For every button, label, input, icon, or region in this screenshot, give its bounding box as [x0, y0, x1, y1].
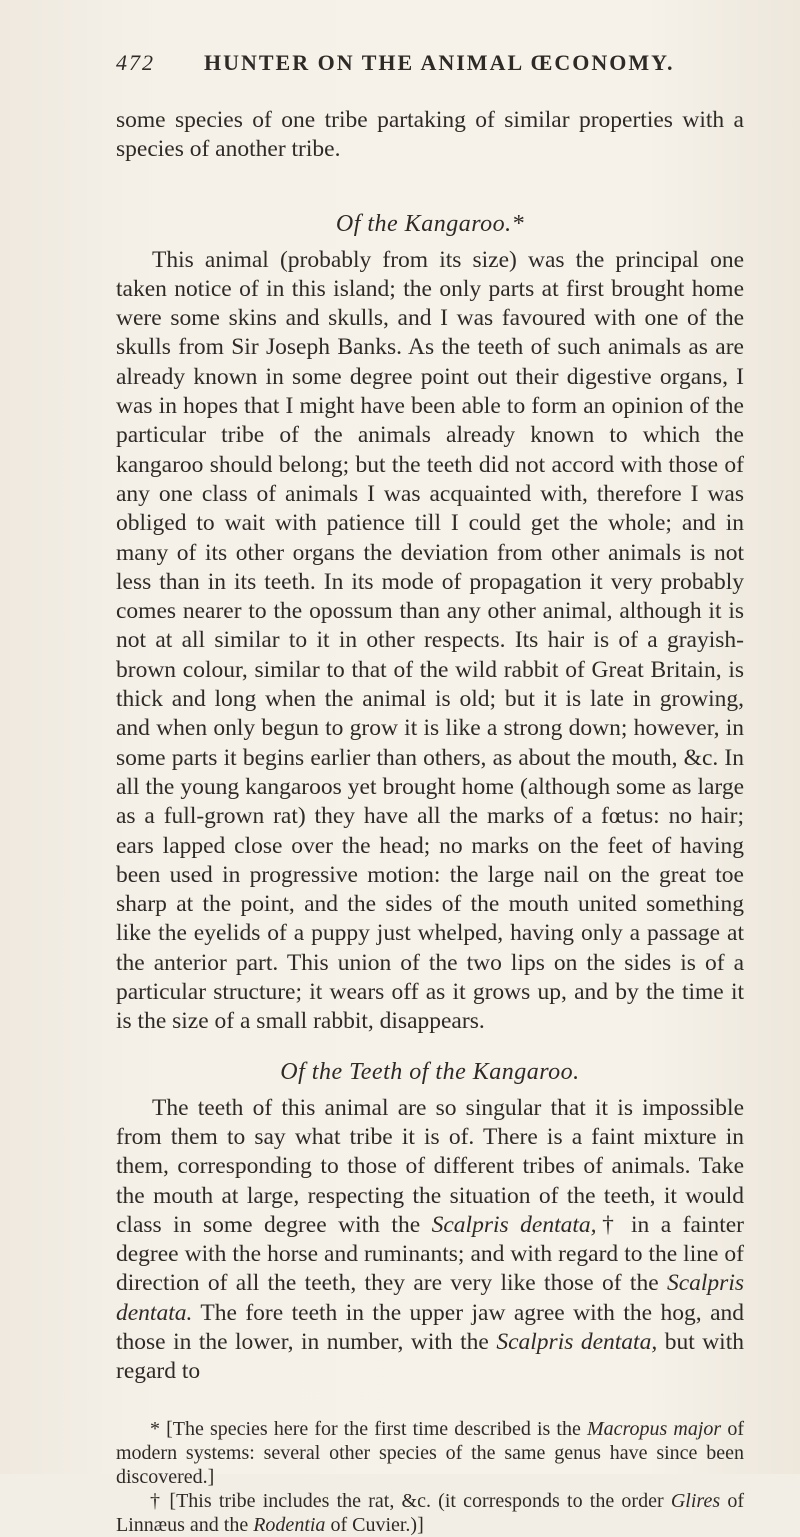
- footnote-1: [116, 1417, 744, 1489]
- footnotes: [116, 1417, 744, 1537]
- page-number: 472: [116, 50, 155, 75]
- footnote-1-text-a: * [The species here for the first time described is the: [150, 1417, 587, 1440]
- running-title: HUNTER ON THE ANIMAL ŒCONOMY.: [204, 50, 675, 75]
- teeth-text-d: but with regard to: [116, 1328, 744, 1385]
- footnote-2-text-b: of Linnæus and the: [116, 1489, 744, 1536]
- teeth-text-a: The teeth of this animal are so singular that it is impossible from them to say what tribe it is of. There is a faint mixture in them, corresponding to those of different tribes of animals. Take the mouth at large, respecting the situation of the teeth, it would class in some degree with the: [116, 1094, 744, 1238]
- teeth-paragraph: [116, 1094, 744, 1387]
- footnote-2-text-a: † [This tribe includes the rat, &c. (it corresponds to the order: [150, 1489, 671, 1512]
- section-heading-teeth: Of the Teeth of the Kangaroo.: [280, 1058, 580, 1085]
- teeth-italic-1: Scalpris dentata,: [431, 1211, 597, 1238]
- footnote-2: [116, 1489, 744, 1537]
- teeth-italic-2: Scalpris dentata.: [116, 1270, 744, 1326]
- footnote-2-italic-1: Glires: [670, 1489, 721, 1512]
- teeth-text-c: The fore teeth in the upper jaw agree with the hog, and those in the lower, in number, with the: [116, 1299, 744, 1355]
- footnote-1-italic: Macropus major: [586, 1417, 722, 1440]
- teeth-italic-3: Scalpris dentata,: [496, 1328, 658, 1355]
- footnote-2-text-c: of Cuvier.)]: [325, 1513, 424, 1536]
- section-heading-kangaroo: Of the Kangaroo.*: [335, 210, 525, 237]
- running-head: [116, 44, 744, 84]
- kangaroo-paragraph: This animal (probably from its size) was the principal one taken notice of in this island; the only parts at first brought home were some skins and skulls, and I was favoured with one of the skulls from Sir Joseph Banks. As the teeth of such animals as are already known in some degree point out their digestive organs, I was in hopes that I might have been able to form an opinion of the particular tribe of the animals already known to which the kangaroo should belong; but the teeth did not accord with those of any one class of animals I was acquainted with, therefore I was obliged to wait with patience till I could get the whole; and in many of its other organs the deviation from other animals is not less than in its teeth. In its mode of propagation it very probably comes nearer to the opossum than any other animal, although it is not at all similar to it in other respects. Its hair is of a grayish-brown colour, similar to that of the wild rabbit of Great Britain, is thick and long when the animal is old; but it is late in growing, and when only begun to grow it is like a strong down; however, in some parts it begins earlier than others, as about the mouth, &c. In all the young kangaroos yet brought home (although some as large as a full-grown rat) they have all the marks of a fœtus: no hair; ears lapped close over the head; no marks on the feet of having been used in progressive motion: the large nail on the great toe sharp at the point, and the sides of the mouth united something like the eyelids of a puppy just whelped, having only a passage at the anterior part. This union of the two lips on the sides is of a particular structure; it wears off as it grows up, and by the time it is the size of a small rabbit, disappears.: [116, 246, 744, 1035]
- teeth-text-b: † in a fainter degree with the horse and ruminants; and with regard to the line of direction of all the teeth, they are very like those of the: [116, 1211, 744, 1297]
- footnote-2-italic-2: Rodentia: [253, 1513, 326, 1536]
- footnote-1-text-b: of modern systems: several other species of the same genus have since been discovered.]: [116, 1417, 744, 1488]
- intro-paragraph: some species of one tribe partaking of similar properties with a species of another tribe.: [116, 107, 744, 163]
